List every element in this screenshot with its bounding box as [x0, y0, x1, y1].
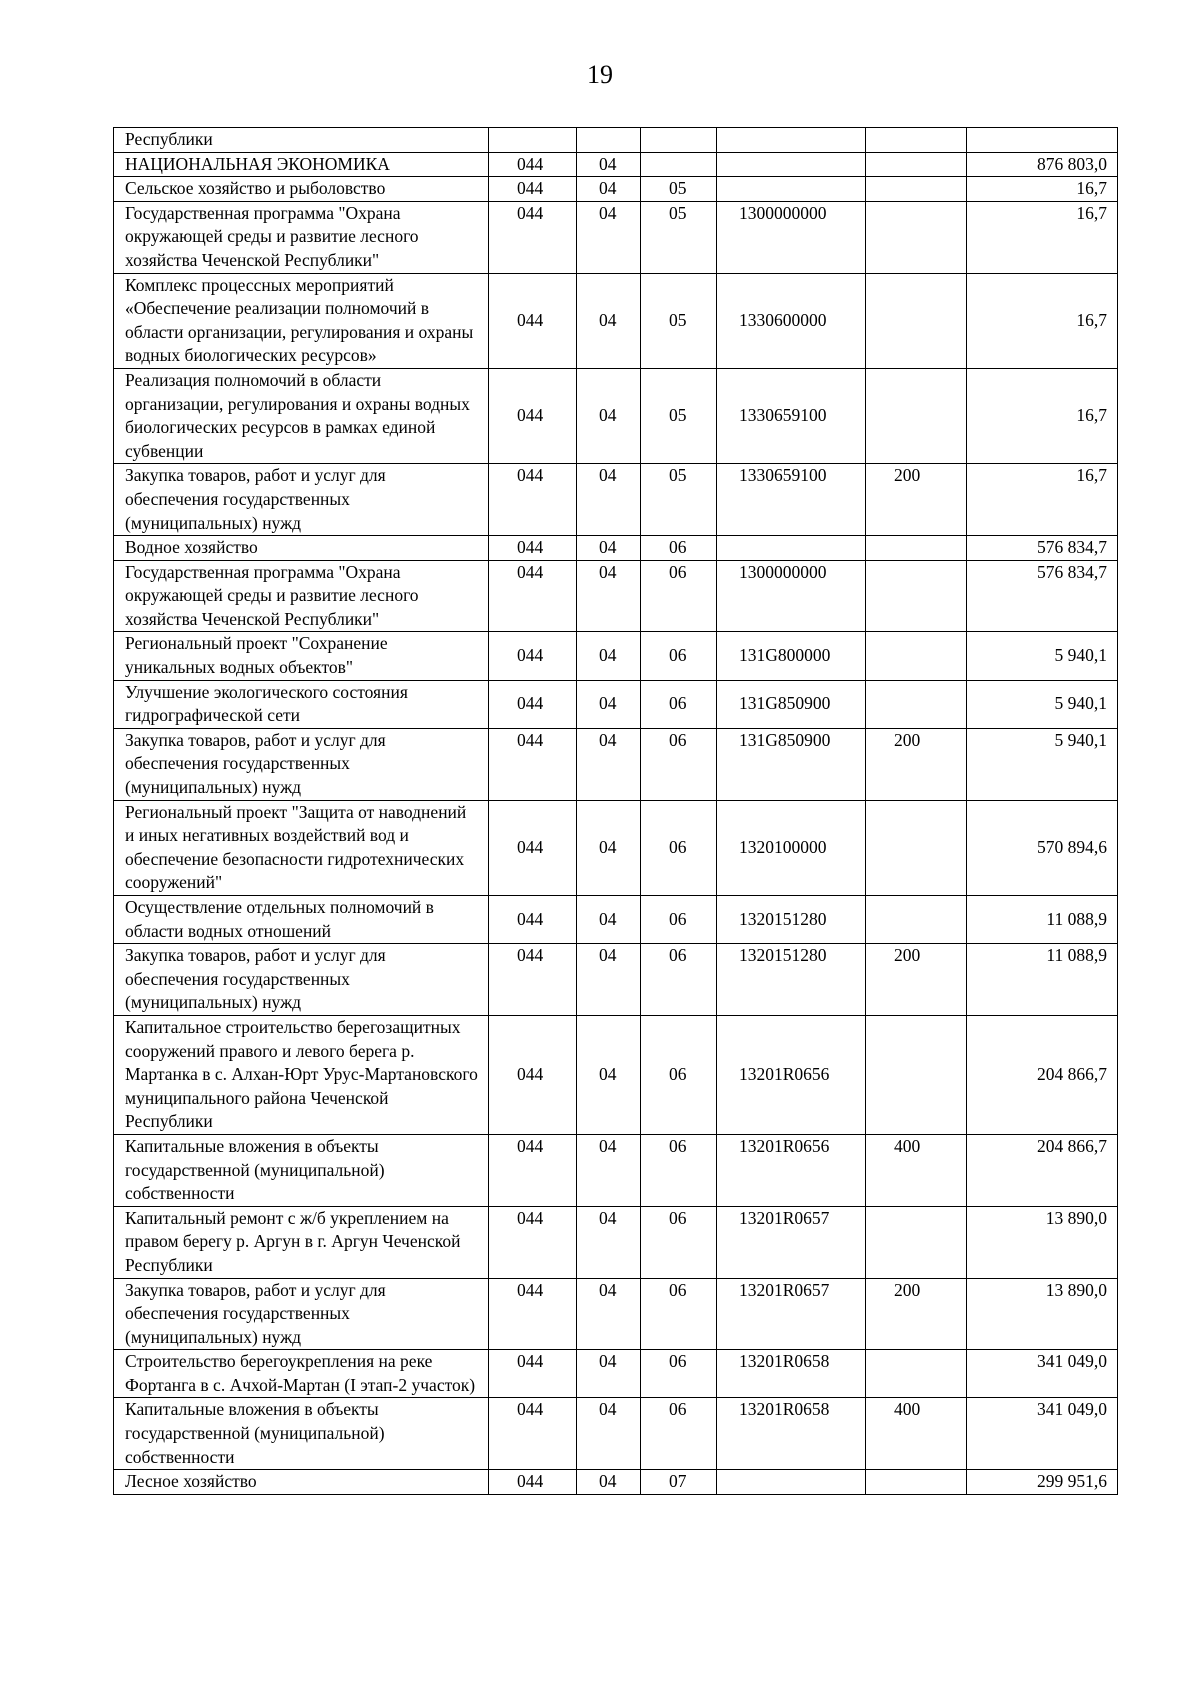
row-sum-cell: 5 940,1	[967, 632, 1118, 680]
row-subsection-cell: 06	[641, 1015, 717, 1134]
row-code-cell: 044	[489, 896, 577, 944]
row-name-cell: Комплекс процессных мероприятий «Обеспечение реализации полномочий в области организации, регулирования и охраны водных биологических ресурсов»	[114, 273, 489, 368]
row-section-cell: 04	[577, 177, 641, 202]
table-row	[114, 896, 1118, 944]
row-subsection-cell: 06	[641, 1398, 717, 1470]
row-subsection-cell	[641, 152, 717, 177]
row-code-cell: 044	[489, 1015, 577, 1134]
row-type-cell: 200	[866, 944, 967, 1016]
row-type-cell	[866, 680, 967, 728]
row-target-cell: 13201R0656	[717, 1015, 866, 1134]
row-target-cell: 131G850900	[717, 680, 866, 728]
table-row	[114, 944, 1118, 1016]
row-section-cell: 04	[577, 632, 641, 680]
row-subsection-cell: 05	[641, 368, 717, 463]
row-sum-cell	[967, 128, 1118, 153]
row-section-cell: 04	[577, 560, 641, 632]
row-sum-cell: 876 803,0	[967, 152, 1118, 177]
row-subsection-cell	[641, 128, 717, 153]
row-target-cell: 13201R0657	[717, 1278, 866, 1350]
row-subsection-cell: 06	[641, 944, 717, 1016]
row-section-cell: 04	[577, 800, 641, 895]
table-row	[114, 1015, 1118, 1134]
row-name-cell: Государственная программа "Охрана окружающей среды и развитие лесного хозяйства Чеченской Республики"	[114, 560, 489, 632]
row-target-cell: 1300000000	[717, 201, 866, 273]
table-row	[114, 1206, 1118, 1278]
row-target-cell	[717, 536, 866, 561]
row-subsection-cell: 05	[641, 273, 717, 368]
row-type-cell: 400	[866, 1398, 967, 1470]
row-code-cell: 044	[489, 944, 577, 1016]
row-type-cell	[866, 536, 967, 561]
table-row	[114, 177, 1118, 202]
row-section-cell: 04	[577, 1278, 641, 1350]
row-target-cell: 13201R0658	[717, 1398, 866, 1470]
row-target-cell	[717, 177, 866, 202]
row-target-cell: 13201R0657	[717, 1206, 866, 1278]
row-subsection-cell: 06	[641, 1206, 717, 1278]
row-target-cell	[717, 128, 866, 153]
row-sum-cell: 16,7	[967, 368, 1118, 463]
row-name-cell: Закупка товаров, работ и услуг для обеспечения государственных (муниципальных) нужд	[114, 464, 489, 536]
row-target-cell: 1320100000	[717, 800, 866, 895]
row-section-cell: 04	[577, 1470, 641, 1495]
row-code-cell: 044	[489, 680, 577, 728]
row-type-cell	[866, 273, 967, 368]
row-code-cell: 044	[489, 1206, 577, 1278]
row-sum-cell: 5 940,1	[967, 728, 1118, 800]
row-name-cell: Строительство берегоукрепления на реке Фортанга в с. Ачхой-Мартан (I этап-2 участок)	[114, 1350, 489, 1398]
table-row	[114, 1470, 1118, 1495]
row-type-cell	[866, 1350, 967, 1398]
row-name-cell: Капитальные вложения в объекты государственной (муниципальной) собственности	[114, 1134, 489, 1206]
table-row	[114, 680, 1118, 728]
row-type-cell	[866, 152, 967, 177]
row-section-cell: 04	[577, 1134, 641, 1206]
row-code-cell: 044	[489, 201, 577, 273]
row-name-cell: Капитальный ремонт с ж/б укреплением на правом берегу р. Аргун в г. Аргун Чеченской Республики	[114, 1206, 489, 1278]
row-type-cell	[866, 368, 967, 463]
row-section-cell: 04	[577, 1350, 641, 1398]
row-subsection-cell: 06	[641, 680, 717, 728]
row-target-cell: 1330659100	[717, 368, 866, 463]
row-code-cell: 044	[489, 632, 577, 680]
row-target-cell	[717, 152, 866, 177]
row-name-cell: Капитальное строительство берегозащитных сооружений правого и левого берега р. Мартанка в с. Алхан-Юрт Урус-Мартановского муниципального района Чеченской Республики	[114, 1015, 489, 1134]
row-name-cell: Закупка товаров, работ и услуг для обеспечения государственных (муниципальных) нужд	[114, 1278, 489, 1350]
row-code-cell: 044	[489, 536, 577, 561]
row-sum-cell: 576 834,7	[967, 536, 1118, 561]
row-name-cell: Сельское хозяйство и рыболовство	[114, 177, 489, 202]
table-row	[114, 536, 1118, 561]
row-target-cell: 1330600000	[717, 273, 866, 368]
row-sum-cell: 570 894,6	[967, 800, 1118, 895]
row-sum-cell: 5 940,1	[967, 680, 1118, 728]
row-subsection-cell: 06	[641, 536, 717, 561]
row-subsection-cell: 06	[641, 632, 717, 680]
row-name-cell: Государственная программа "Охрана окружающей среды и развитие лесного хозяйства Чеченской Республики"	[114, 201, 489, 273]
row-code-cell: 044	[489, 728, 577, 800]
row-type-cell	[866, 1470, 967, 1495]
table-row	[114, 152, 1118, 177]
row-sum-cell: 341 049,0	[967, 1350, 1118, 1398]
row-section-cell: 04	[577, 464, 641, 536]
row-subsection-cell: 06	[641, 728, 717, 800]
row-name-cell: Региональный проект "Сохранение уникальных водных объектов"	[114, 632, 489, 680]
row-subsection-cell: 06	[641, 800, 717, 895]
row-section-cell: 04	[577, 680, 641, 728]
row-name-cell: Республики	[114, 128, 489, 153]
row-name-cell: Закупка товаров, работ и услуг для обеспечения государственных (муниципальных) нужд	[114, 944, 489, 1016]
row-code-cell: 044	[489, 560, 577, 632]
row-target-cell: 13201R0656	[717, 1134, 866, 1206]
row-subsection-cell: 06	[641, 1350, 717, 1398]
row-target-cell: 131G850900	[717, 728, 866, 800]
row-type-cell	[866, 128, 967, 153]
row-name-cell: Осуществление отдельных полномочий в области водных отношений	[114, 896, 489, 944]
table-row	[114, 1134, 1118, 1206]
row-code-cell: 044	[489, 1134, 577, 1206]
row-section-cell: 04	[577, 1398, 641, 1470]
row-name-cell: НАЦИОНАЛЬНАЯ ЭКОНОМИКА	[114, 152, 489, 177]
row-sum-cell: 11 088,9	[967, 896, 1118, 944]
row-subsection-cell: 06	[641, 896, 717, 944]
row-section-cell: 04	[577, 368, 641, 463]
row-subsection-cell: 06	[641, 560, 717, 632]
row-subsection-cell: 06	[641, 1134, 717, 1206]
table-row	[114, 128, 1118, 153]
row-code-cell: 044	[489, 273, 577, 368]
row-target-cell: 1300000000	[717, 560, 866, 632]
row-sum-cell: 576 834,7	[967, 560, 1118, 632]
table-row	[114, 560, 1118, 632]
row-sum-cell: 16,7	[967, 464, 1118, 536]
row-target-cell	[717, 1470, 866, 1495]
row-subsection-cell: 05	[641, 464, 717, 536]
row-name-cell: Региональный проект "Защита от наводнений и иных негативных воздействий вод и обеспечение безопасности гидротехнических сооружений"	[114, 800, 489, 895]
row-sum-cell: 13 890,0	[967, 1206, 1118, 1278]
row-code-cell	[489, 128, 577, 153]
row-sum-cell: 11 088,9	[967, 944, 1118, 1016]
row-section-cell: 04	[577, 1206, 641, 1278]
row-section-cell: 04	[577, 944, 641, 1016]
row-subsection-cell: 07	[641, 1470, 717, 1495]
row-name-cell: Водное хозяйство	[114, 536, 489, 561]
row-code-cell: 044	[489, 464, 577, 536]
table-row	[114, 1350, 1118, 1398]
row-sum-cell: 341 049,0	[967, 1398, 1118, 1470]
row-section-cell: 04	[577, 728, 641, 800]
budget-table-body	[114, 128, 1118, 1495]
table-row	[114, 368, 1118, 463]
row-target-cell: 131G800000	[717, 632, 866, 680]
row-section-cell: 04	[577, 1015, 641, 1134]
row-target-cell: 1320151280	[717, 896, 866, 944]
row-target-cell: 1320151280	[717, 944, 866, 1016]
row-type-cell	[866, 201, 967, 273]
row-sum-cell: 16,7	[967, 177, 1118, 202]
table-row	[114, 1398, 1118, 1470]
row-type-cell: 200	[866, 728, 967, 800]
row-name-cell: Лесное хозяйство	[114, 1470, 489, 1495]
row-type-cell: 400	[866, 1134, 967, 1206]
row-target-cell: 13201R0658	[717, 1350, 866, 1398]
table-row	[114, 632, 1118, 680]
row-subsection-cell: 06	[641, 1278, 717, 1350]
row-section-cell: 04	[577, 536, 641, 561]
row-type-cell	[866, 560, 967, 632]
table-row	[114, 1278, 1118, 1350]
row-sum-cell: 16,7	[967, 273, 1118, 368]
row-type-cell	[866, 1015, 967, 1134]
row-type-cell	[866, 1206, 967, 1278]
row-section-cell: 04	[577, 273, 641, 368]
row-sum-cell: 13 890,0	[967, 1278, 1118, 1350]
table-row	[114, 728, 1118, 800]
row-sum-cell: 299 951,6	[967, 1470, 1118, 1495]
row-sum-cell: 16,7	[967, 201, 1118, 273]
row-type-cell	[866, 896, 967, 944]
row-section-cell: 04	[577, 896, 641, 944]
row-name-cell: Закупка товаров, работ и услуг для обеспечения государственных (муниципальных) нужд	[114, 728, 489, 800]
row-code-cell: 044	[489, 152, 577, 177]
table-row	[114, 464, 1118, 536]
row-subsection-cell: 05	[641, 177, 717, 202]
row-type-cell: 200	[866, 1278, 967, 1350]
row-type-cell: 200	[866, 464, 967, 536]
table-row	[114, 201, 1118, 273]
row-name-cell: Реализация полномочий в области организации, регулирования и охраны водных биологических ресурсов в рамках единой субвенции	[114, 368, 489, 463]
row-target-cell: 1330659100	[717, 464, 866, 536]
row-sum-cell: 204 866,7	[967, 1015, 1118, 1134]
table-row	[114, 273, 1118, 368]
row-section-cell: 04	[577, 152, 641, 177]
row-code-cell: 044	[489, 368, 577, 463]
row-code-cell: 044	[489, 800, 577, 895]
row-code-cell: 044	[489, 1398, 577, 1470]
row-code-cell: 044	[489, 177, 577, 202]
row-sum-cell: 204 866,7	[967, 1134, 1118, 1206]
row-code-cell: 044	[489, 1350, 577, 1398]
row-type-cell	[866, 800, 967, 895]
row-section-cell: 04	[577, 201, 641, 273]
row-code-cell: 044	[489, 1470, 577, 1495]
row-type-cell	[866, 177, 967, 202]
row-code-cell: 044	[489, 1278, 577, 1350]
row-type-cell	[866, 632, 967, 680]
table-row	[114, 800, 1118, 895]
row-name-cell: Капитальные вложения в объекты государственной (муниципальной) собственности	[114, 1398, 489, 1470]
budget-table	[113, 127, 1118, 1495]
row-section-cell	[577, 128, 641, 153]
page-number: 19	[587, 60, 613, 89]
row-subsection-cell: 05	[641, 201, 717, 273]
row-name-cell: Улучшение экологического состояния гидрографической сети	[114, 680, 489, 728]
